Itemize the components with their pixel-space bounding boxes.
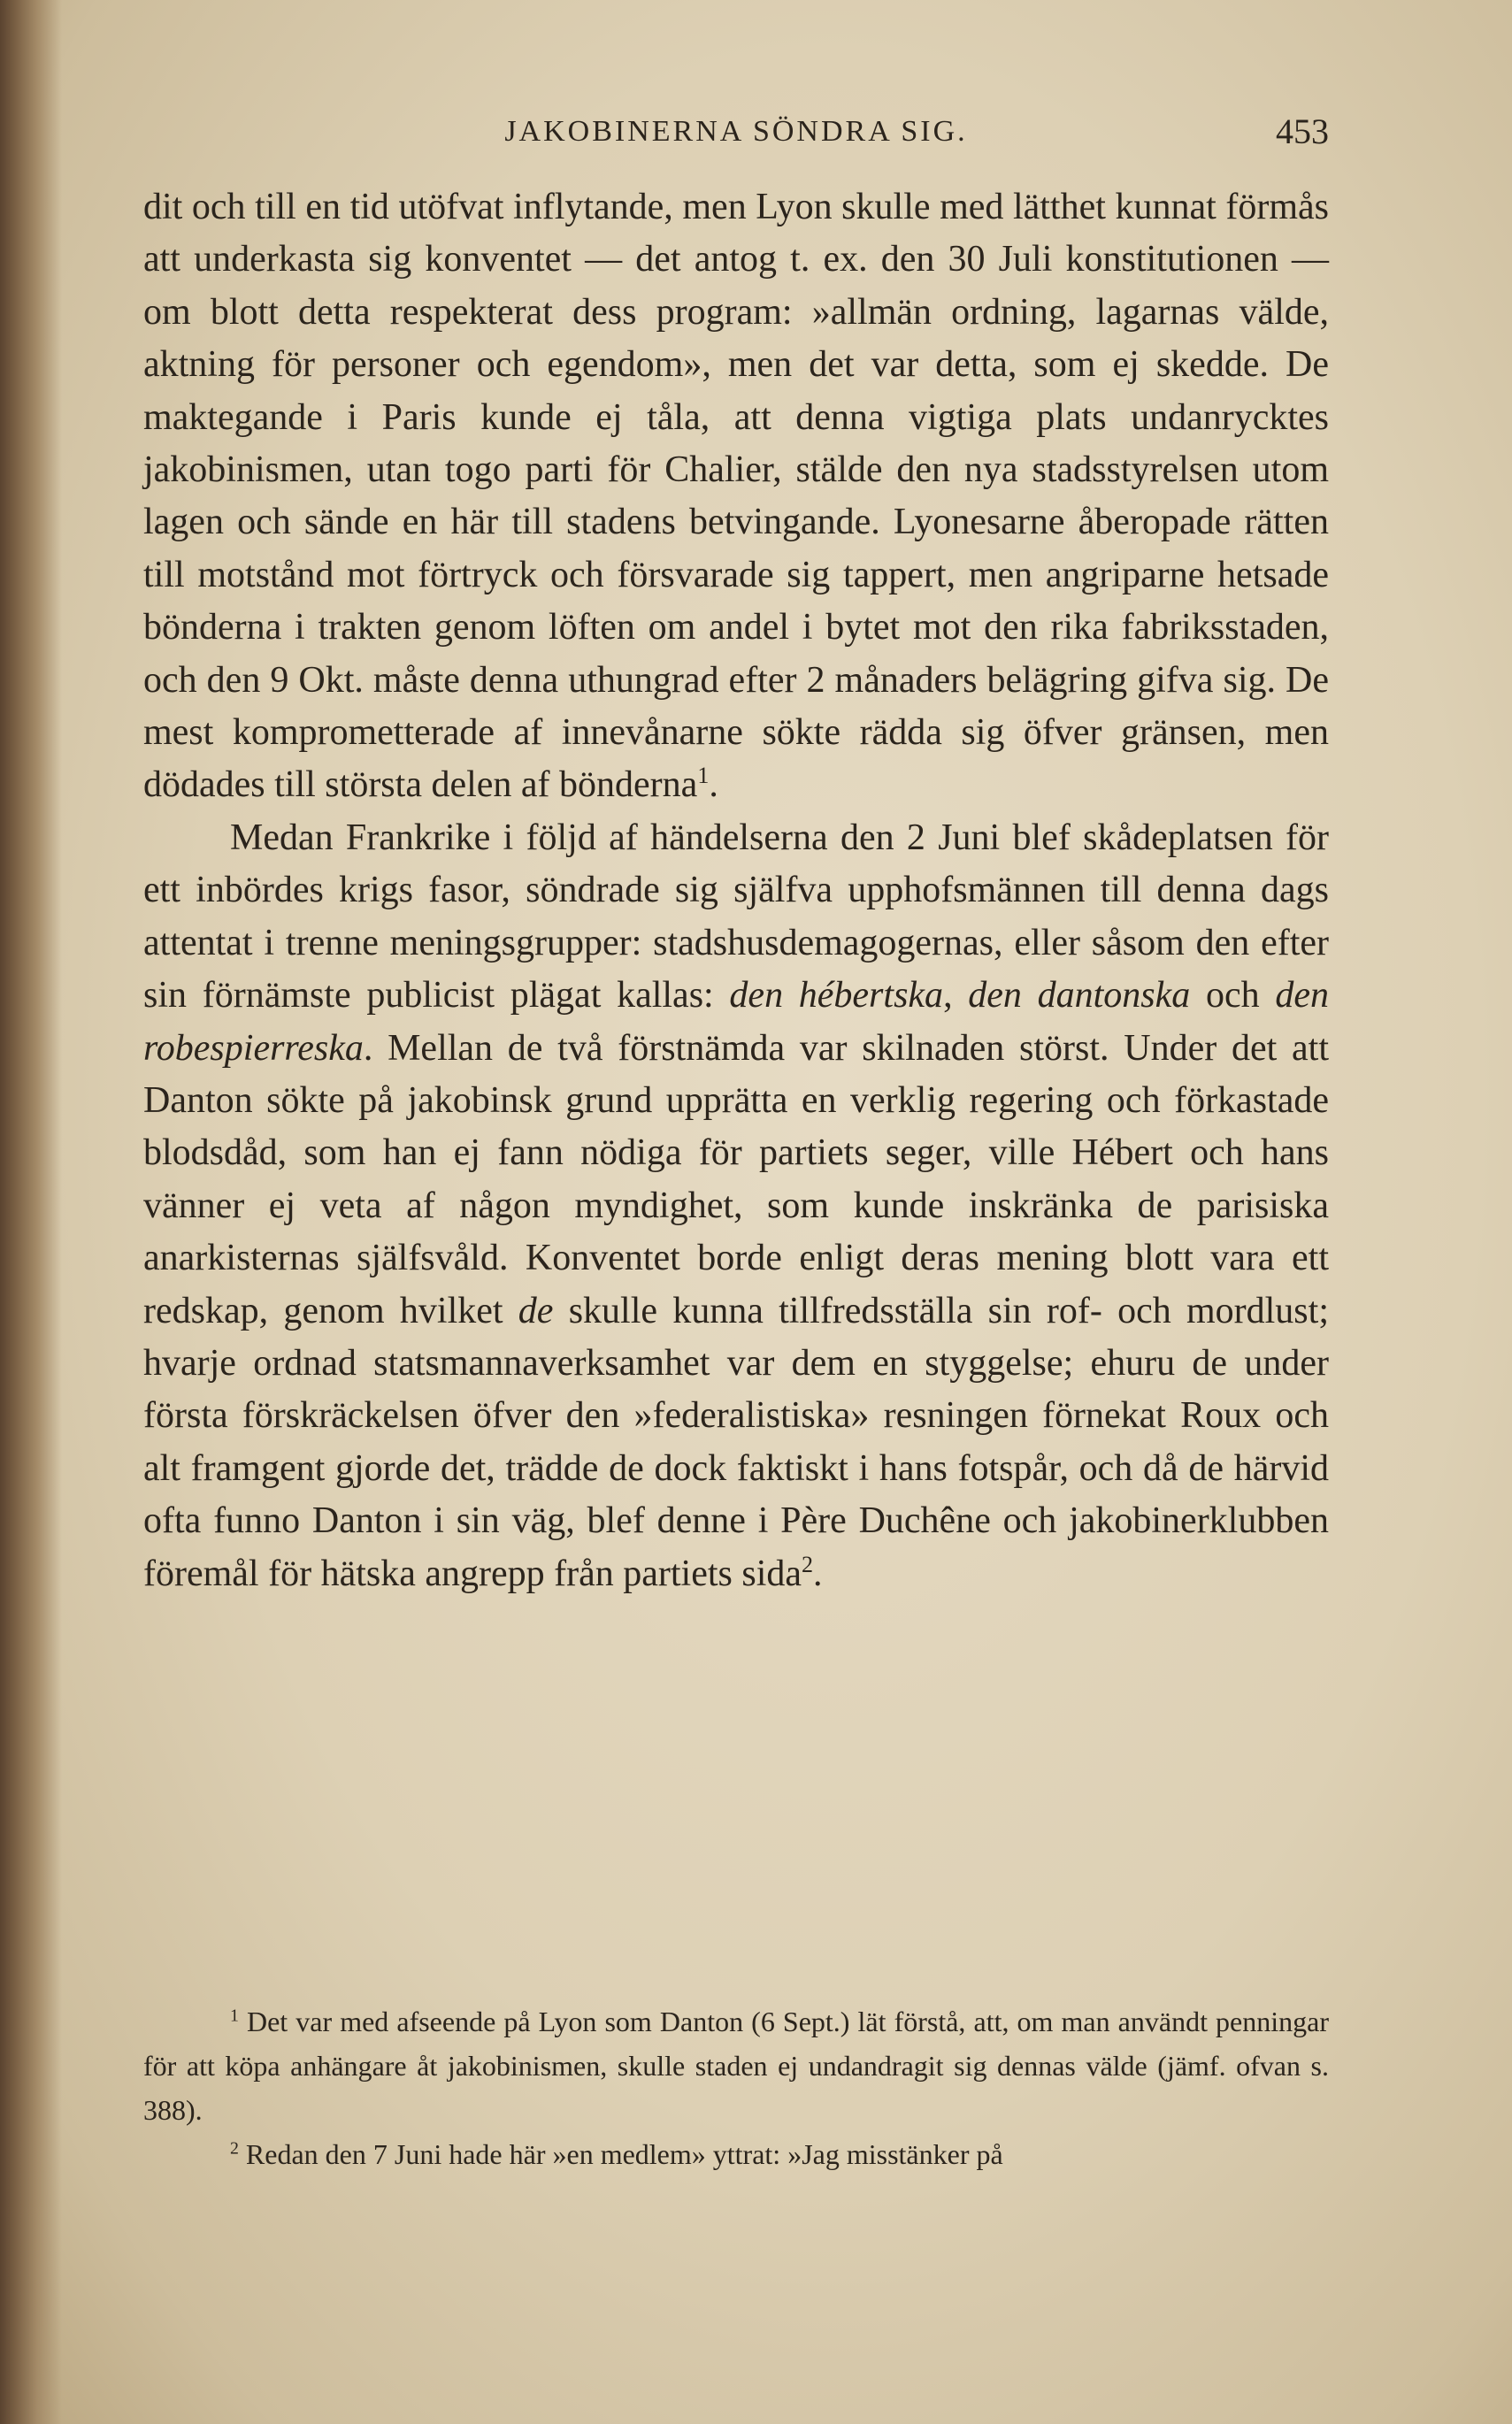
paragraph-2-end: . xyxy=(813,1553,823,1594)
paragraph-2-text: och xyxy=(1190,975,1276,1016)
paragraph-2-text: . Mellan de två förstnämda var skilnaden störst. Under det att Danton sökte på jakobinsk grund upprätta en verklig regering och förkastade blodsdåd, som han ej fann nödiga för partiets seger, ville Hébert och hans vänner ej veta af någon myndighet, som kunde inskränka de parisiska anarkisternas själfsvåld. Konventet borde enligt deras mening blott vara ett redskap, genom hvilket xyxy=(143,1027,1329,1331)
book-spine-shadow xyxy=(0,0,62,2424)
footnote-2-text: Redan den 7 Juni hade här »en medlem» yttrat: »Jag misstänker på xyxy=(238,2138,1003,2170)
footnote-reference-2: 2 xyxy=(802,1551,814,1577)
italic-hebertska: den hébertska xyxy=(729,975,944,1016)
italic-dantonska: den dantonska xyxy=(968,975,1191,1016)
paragraph-1-text: dit och till en tid utöfvat inflytande, men Lyon skulle med lätthet kunnat förmås att underkasta sig konventet — det antog t. ex. den 30 Juli konstitutionen — om blott detta respekterat dess program: »allmän ordning, lagarnas välde, aktning för personer och egendom», men det var detta, som ej skedde. De maktegande i Paris kunde ej tåla, att denna vigtiga plats undanrycktes jakobinismen, utan togo parti för Chalier, stälde den nya stadsstyrelsen utom lagen och sände en här till stadens betvingande. Lyonesarne åberopade rätten till motstånd mot förtryck och försvarade sig tappert, men angriparne hetsade bönderna i trakten genom löften om andel i bytet mot den rika fabriksstaden, och den 9 Okt. måste denna uthungrad efter 2 månaders belägring gifva sig. De mest komprometterade af innevånarne sökte rädda sig öfver gränsen, men dödades till största delen af bönderna xyxy=(143,187,1329,806)
paragraph-1-end: . xyxy=(709,764,718,806)
running-head: JAKOBINERNA SÖNDRA SIG. xyxy=(504,115,968,148)
footnote-marker-2: 2 xyxy=(230,2138,239,2159)
footnote-reference-1: 1 xyxy=(697,763,710,789)
paragraph-1 xyxy=(143,181,1329,812)
footnote-marker-1: 1 xyxy=(230,2006,239,2026)
page-header xyxy=(143,104,1329,159)
italic-robespierreska: den robespierreska xyxy=(143,975,1330,1069)
paragraph-2 xyxy=(143,812,1329,1600)
footnote-1 xyxy=(143,1999,1329,2132)
footnotes xyxy=(143,1999,1329,2176)
paragraph-2-text: Medan Frankrike i följd af händelserna den 2 Juni blef skådeplatsen för ett inbördes krigs fasor, söndrade sig själfva upphofsmännen till denna dags attentat i trenne meningsgrupper: stadshusdemagogernas, eller såsom den efter sin förnämste publicist plägat kallas: xyxy=(143,817,1329,1016)
body-text xyxy=(143,181,1329,1600)
paragraph-2-text: skulle kunna tillfredsställa sin rof- och mordlust; hvarje ordnad statsmannaverksamhet var dem en styggelse; ehuru de under första förskräckelsen öfver den »federalistiska» resningen förnekat Roux och alt framgent gjorde det, trädde de dock faktiskt i hans fotspår, och då de härvid ofta funno Danton i sin väg, blef denne i Père Duchêne och jakobinerklubben föremål för hätska angrepp från partiets sida xyxy=(143,1290,1329,1594)
paragraph-2-text: , xyxy=(943,975,969,1016)
italic-de: de xyxy=(518,1290,554,1331)
footnote-2 xyxy=(143,2132,1329,2176)
footnote-1-text: Det var med afseende på Lyon som Danton (6 Sept.) lät förstå, att, om man användt penningar för att köpa anhängare åt jakobinismen, skulle staden ej undandragit sig dennas välde (jämf. ofvan s. 388). xyxy=(143,2006,1329,2126)
page-number: 453 xyxy=(1276,111,1329,151)
